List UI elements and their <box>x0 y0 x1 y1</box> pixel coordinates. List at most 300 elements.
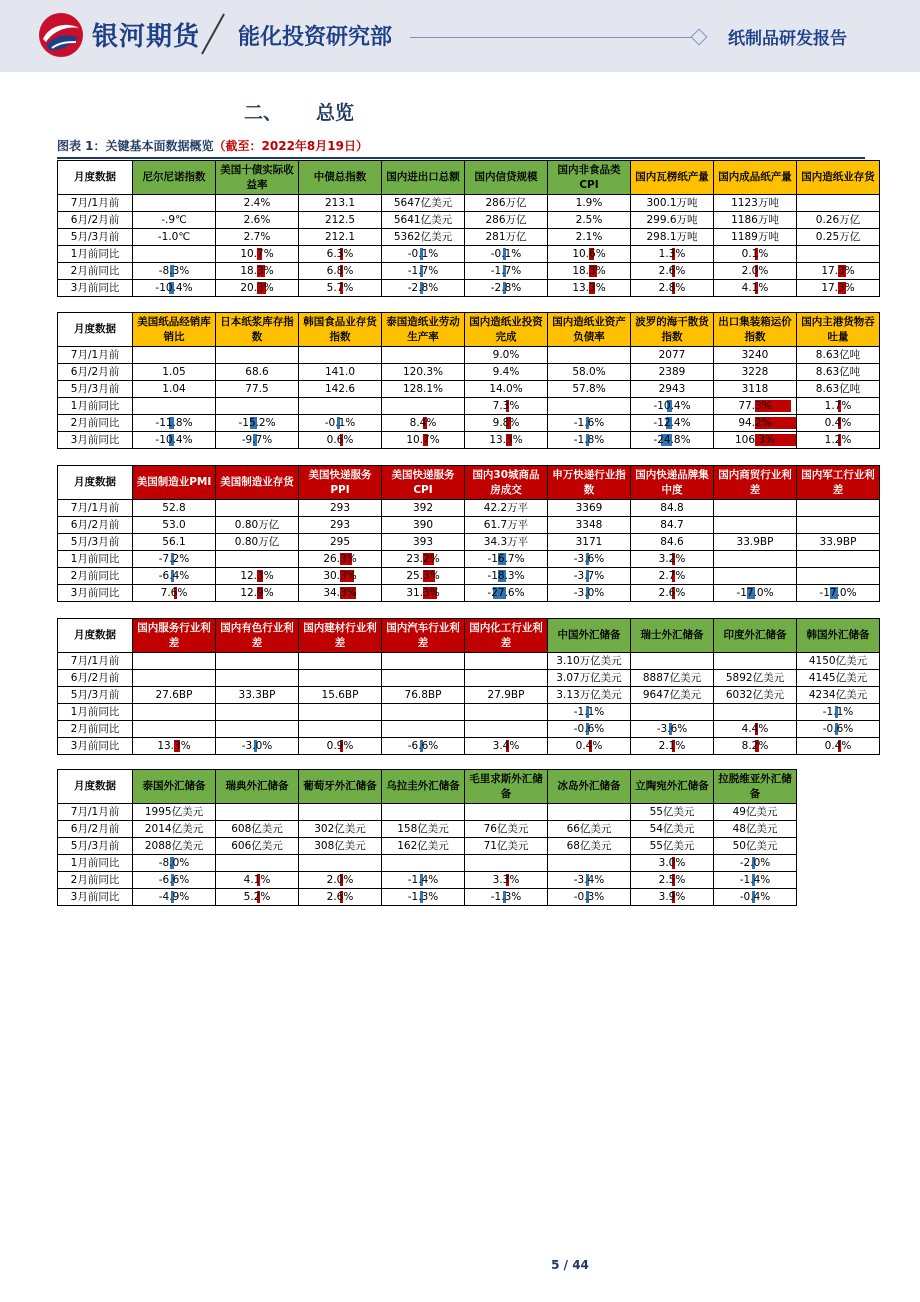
row-label: 5月/3月前 <box>58 229 133 246</box>
cell-value: 390 <box>412 519 434 531</box>
cell-value: 3171 <box>575 536 603 548</box>
cell-value: -27.6% <box>487 587 525 599</box>
column-header: 国内军工行业利差 <box>797 466 880 500</box>
cell-value: 4150亿美元 <box>808 655 868 667</box>
table-cell <box>465 585 548 602</box>
cell-value: 0.25万亿 <box>815 231 861 243</box>
cell-value: 8887亿美元 <box>642 672 702 684</box>
cell-value: 3.9% <box>658 891 686 903</box>
cell-value: 30.3% <box>323 570 357 582</box>
table-cell <box>133 246 216 263</box>
table-cell <box>465 212 548 229</box>
table-cell <box>465 517 548 534</box>
cell-value: -8.3% <box>158 265 190 277</box>
table-cell <box>465 432 548 449</box>
cell-value: 12.9% <box>240 587 274 599</box>
table-cell <box>714 364 797 381</box>
table-row <box>58 381 880 398</box>
table-cell <box>382 381 465 398</box>
table-cell <box>714 838 797 855</box>
table-row <box>58 855 797 872</box>
table-cell <box>797 432 880 449</box>
cell-value: 212.5 <box>324 214 356 226</box>
table-cell <box>299 687 382 704</box>
column-header: 尼尔尼诺指数 <box>133 161 216 195</box>
column-header: 申万快递行业指数 <box>548 466 631 500</box>
table-cell <box>465 653 548 670</box>
table-cell <box>216 364 299 381</box>
table-cell <box>299 551 382 568</box>
table-cell <box>631 212 714 229</box>
cell-value: 3348 <box>575 519 603 531</box>
cell-value: 2.7% <box>658 570 686 582</box>
caption-text: 图表 1：关键基本面数据概览 <box>57 139 214 153</box>
cell-value: -8.0% <box>158 857 190 869</box>
cell-value: 14.0% <box>489 383 523 395</box>
table-row <box>58 263 880 280</box>
table-cell <box>714 821 797 838</box>
column-header: 中国外汇储备 <box>548 619 631 653</box>
row-label: 1月前同比 <box>58 551 133 568</box>
table-cell <box>548 432 631 449</box>
table-cell <box>133 280 216 297</box>
cell-value: -1.7% <box>407 265 439 277</box>
cell-value: -1.3% <box>490 891 522 903</box>
table-cell <box>797 687 880 704</box>
cell-value: 76亿美元 <box>483 823 529 835</box>
column-header: 美国制造业PMI <box>133 466 216 500</box>
header-diamond-icon <box>691 29 708 46</box>
table-cell <box>714 738 797 755</box>
table-cell <box>714 804 797 821</box>
cell-value: 42.2万平 <box>483 502 529 514</box>
cell-value: 1.3% <box>658 248 686 260</box>
cell-value: 0.4% <box>824 417 852 429</box>
cell-value: 8.63亿吨 <box>815 366 861 378</box>
table-cell <box>465 415 548 432</box>
cell-value: 55亿美元 <box>649 840 695 852</box>
cell-value: -0.3% <box>573 891 605 903</box>
row-label: 7月/1月前 <box>58 195 133 212</box>
cell-value: 299.6万吨 <box>646 214 698 226</box>
table-cell <box>382 551 465 568</box>
table-cell <box>797 517 880 534</box>
table-cell <box>382 804 465 821</box>
table-cell <box>133 212 216 229</box>
table-cell <box>465 398 548 415</box>
table-cell <box>797 534 880 551</box>
table-cell <box>133 585 216 602</box>
cell-value: 17.3% <box>821 282 855 294</box>
cell-value: 76.8BP <box>404 689 442 701</box>
column-header: 国内信贷规模 <box>465 161 548 195</box>
table-cell <box>299 585 382 602</box>
table-cell <box>299 889 382 906</box>
cell-value: 84.7 <box>660 519 684 531</box>
table-cell <box>216 398 299 415</box>
cell-value: 300.1万吨 <box>646 197 698 209</box>
table-cell <box>133 653 216 670</box>
cell-value: -1.4% <box>739 874 771 886</box>
cell-value: -17.0% <box>736 587 774 599</box>
table-cell <box>797 381 880 398</box>
table-cell <box>548 804 631 821</box>
table-cell <box>216 517 299 534</box>
cell-value: 18.3% <box>572 265 606 277</box>
table-cell <box>631 821 714 838</box>
cell-value: 1.7% <box>824 400 852 412</box>
cell-value: 10.7% <box>240 248 274 260</box>
table-cell <box>714 517 797 534</box>
table-row <box>58 534 880 551</box>
row-label: 2月前同比 <box>58 721 133 738</box>
table-cell <box>133 534 216 551</box>
table-cell <box>631 364 714 381</box>
table-cell <box>631 263 714 280</box>
cell-value: -6.6% <box>407 740 439 752</box>
table-cell <box>714 687 797 704</box>
cell-value: -1.1% <box>822 706 854 718</box>
table-cell <box>631 687 714 704</box>
cell-value: -0.1% <box>407 248 439 260</box>
page-total: 44 <box>572 1258 589 1272</box>
table-row <box>58 738 880 755</box>
cell-value: 0.26万亿 <box>815 214 861 226</box>
table-cell <box>299 364 382 381</box>
cell-value: -2.8% <box>490 282 522 294</box>
column-header: 国内造纸业存货 <box>797 161 880 195</box>
table-cell <box>216 263 299 280</box>
table-cell <box>714 872 797 889</box>
column-header: 国内化工行业利差 <box>465 619 548 653</box>
cell-value: 2389 <box>658 366 686 378</box>
table-header-row <box>58 619 880 653</box>
table-cell <box>299 347 382 364</box>
table-cell <box>465 280 548 297</box>
table-corner-label: 月度数据 <box>58 466 133 500</box>
table-cell <box>714 534 797 551</box>
galaxy-futures-logo-icon <box>38 12 84 58</box>
table-cell <box>714 551 797 568</box>
cell-value: 4145亿美元 <box>808 672 868 684</box>
table-cell <box>382 585 465 602</box>
table-cell <box>382 704 465 721</box>
table-cell <box>714 500 797 517</box>
table-cell <box>797 670 880 687</box>
data-table-5 <box>57 769 797 906</box>
table-cell <box>465 804 548 821</box>
table-cell <box>631 347 714 364</box>
table-cell <box>133 670 216 687</box>
cell-value: 2.4% <box>243 197 271 209</box>
table-cell <box>465 263 548 280</box>
table-cell <box>714 568 797 585</box>
cell-value: 7.3% <box>492 400 520 412</box>
cell-value: 2.5% <box>575 214 603 226</box>
cell-value: 293 <box>329 519 351 531</box>
table-cell <box>216 670 299 687</box>
cell-value: 281万亿 <box>485 231 527 243</box>
cell-value: 3.07万亿美元 <box>556 672 622 684</box>
column-header: 国内30城商品房成交 <box>465 466 548 500</box>
cell-value: 33.3BP <box>238 689 276 701</box>
page-current: 5 <box>551 1258 560 1272</box>
table-cell <box>133 347 216 364</box>
cell-value: 10.7% <box>406 434 440 446</box>
column-header: 国内快递品牌集中度 <box>631 466 714 500</box>
table-cell <box>465 687 548 704</box>
table-cell <box>465 872 548 889</box>
table-cell <box>714 704 797 721</box>
row-label: 5月/3月前 <box>58 838 133 855</box>
cell-value: 2.6% <box>326 891 354 903</box>
table-cell <box>299 855 382 872</box>
cell-value: 26.3% <box>323 553 357 565</box>
row-label: 5月/3月前 <box>58 687 133 704</box>
cell-value: 1.9% <box>575 197 603 209</box>
table-cell <box>465 704 548 721</box>
cell-value: 295 <box>329 536 351 548</box>
column-header: 国内成品纸产量 <box>714 161 797 195</box>
table-cell <box>548 889 631 906</box>
cell-value: 286万亿 <box>485 197 527 209</box>
cell-value: 3369 <box>575 502 603 514</box>
row-label: 7月/1月前 <box>58 804 133 821</box>
cell-value: 20.3% <box>240 282 274 294</box>
table-cell <box>797 721 880 738</box>
cell-value: -9.7% <box>241 434 273 446</box>
table-cell <box>548 280 631 297</box>
table-cell <box>797 229 880 246</box>
table-cell <box>299 432 382 449</box>
cell-value: 33.9BP <box>819 536 857 548</box>
table-cell <box>299 653 382 670</box>
cell-value: 2014亿美元 <box>144 823 204 835</box>
table-cell <box>548 653 631 670</box>
table-cell <box>797 246 880 263</box>
table-cell <box>216 872 299 889</box>
column-header: 瑞士外汇储备 <box>631 619 714 653</box>
table-cell <box>548 263 631 280</box>
table-cell <box>714 280 797 297</box>
cell-value: 308亿美元 <box>314 840 366 852</box>
table-cell <box>631 534 714 551</box>
table-row <box>58 246 880 263</box>
table-cell <box>465 838 548 855</box>
table-cell <box>548 687 631 704</box>
table-cell <box>382 889 465 906</box>
cell-value: 3.4% <box>492 740 520 752</box>
table-cell <box>216 195 299 212</box>
cell-value: 5362亿美元 <box>393 231 453 243</box>
table-cell <box>465 551 548 568</box>
cell-value: 31.3% <box>406 587 440 599</box>
table-cell <box>382 229 465 246</box>
cell-value: 5.7% <box>326 282 354 294</box>
table-cell <box>548 517 631 534</box>
cell-value: -3.4% <box>573 874 605 886</box>
table-row <box>58 415 880 432</box>
cell-value: -12.4% <box>653 417 691 429</box>
table-cell <box>797 704 880 721</box>
table-cell <box>299 804 382 821</box>
table-cell <box>631 195 714 212</box>
cell-value: 0.80万亿 <box>234 519 280 531</box>
table-cell <box>631 585 714 602</box>
table-cell <box>465 670 548 687</box>
column-header: 美国十债实际收益率 <box>216 161 299 195</box>
row-label: 3月前同比 <box>58 280 133 297</box>
cell-value: 4.1% <box>741 282 769 294</box>
cell-value: 18.3% <box>240 265 274 277</box>
table-cell <box>631 280 714 297</box>
table-cell <box>797 415 880 432</box>
table-cell <box>548 585 631 602</box>
cell-value: -0.4% <box>739 891 771 903</box>
cell-value: 52.8 <box>162 502 186 514</box>
cell-value: 6.3% <box>326 248 354 260</box>
table-cell <box>382 347 465 364</box>
column-header: 葡萄牙外汇储备 <box>299 770 382 804</box>
table-row <box>58 704 880 721</box>
cell-value: -.9℃ <box>161 214 187 226</box>
table-cell <box>216 855 299 872</box>
cell-value: 3.10万亿美元 <box>556 655 622 667</box>
table-cell <box>133 398 216 415</box>
table-cell <box>299 381 382 398</box>
figure-caption <box>57 137 368 154</box>
row-label: 3月前同比 <box>58 432 133 449</box>
table-cell <box>714 381 797 398</box>
column-header: 立陶宛外汇储备 <box>631 770 714 804</box>
table-cell <box>216 585 299 602</box>
cell-value: -1.1% <box>573 706 605 718</box>
table-cell <box>216 246 299 263</box>
table-header-row <box>58 770 797 804</box>
cell-value: 34.3% <box>323 587 357 599</box>
column-header: 印度外汇储备 <box>714 619 797 653</box>
table-cell <box>548 872 631 889</box>
table-cell <box>631 653 714 670</box>
table-cell <box>714 653 797 670</box>
table-cell <box>548 568 631 585</box>
table-row <box>58 889 797 906</box>
cell-value: 1189万吨 <box>731 231 779 243</box>
page-number <box>0 1258 920 1272</box>
cell-value: -1.3% <box>407 891 439 903</box>
cell-value: 142.6 <box>324 383 356 395</box>
table-cell <box>714 347 797 364</box>
table-row <box>58 280 880 297</box>
table-cell <box>216 432 299 449</box>
cell-value: 77.5 <box>245 383 269 395</box>
table-cell <box>465 821 548 838</box>
table-cell <box>133 415 216 432</box>
column-header: 国内进出口总额 <box>382 161 465 195</box>
table-cell <box>133 838 216 855</box>
page-header <box>0 0 920 72</box>
cell-value: -1.4% <box>407 874 439 886</box>
table-cell <box>797 398 880 415</box>
cell-value: 1.05 <box>162 366 186 378</box>
cell-value: -18.3% <box>487 570 525 582</box>
cell-value: 9.0% <box>492 349 520 361</box>
table-cell <box>133 855 216 872</box>
cell-value: 1.04 <box>162 383 186 395</box>
cell-value: -17.0% <box>819 587 857 599</box>
table-cell <box>299 517 382 534</box>
table-cell <box>631 551 714 568</box>
table-row <box>58 670 880 687</box>
table-cell <box>714 889 797 906</box>
cell-value: 608亿美元 <box>231 823 283 835</box>
table-cell <box>548 670 631 687</box>
cell-value: 2.6% <box>658 265 686 277</box>
column-header: 出口集装箱运价指数 <box>714 313 797 347</box>
data-table-3 <box>57 465 880 602</box>
column-header: 国内商贸行业利差 <box>714 466 797 500</box>
cell-value: -1.6% <box>573 417 605 429</box>
cell-value: 58.0% <box>572 366 606 378</box>
table-cell <box>382 195 465 212</box>
table-row <box>58 517 880 534</box>
cell-value: -2.0% <box>739 857 771 869</box>
table-cell <box>299 534 382 551</box>
row-label: 5月/3月前 <box>58 381 133 398</box>
table-cell <box>382 838 465 855</box>
table-cell <box>714 263 797 280</box>
table-cell <box>465 721 548 738</box>
row-label: 6月/2月前 <box>58 212 133 229</box>
cell-value: -15.2% <box>238 417 276 429</box>
table-cell <box>714 398 797 415</box>
table-cell <box>216 804 299 821</box>
table-cell <box>299 704 382 721</box>
column-header: 瑞典外汇储备 <box>216 770 299 804</box>
cell-value: 2.6% <box>243 214 271 226</box>
cell-value: 3.0% <box>658 857 686 869</box>
table-row <box>58 821 797 838</box>
cell-value: 66亿美元 <box>566 823 612 835</box>
table-cell <box>465 738 548 755</box>
cell-value: 298.1万吨 <box>646 231 698 243</box>
cell-value: -10.4% <box>155 434 193 446</box>
cell-value: 9.4% <box>492 366 520 378</box>
row-label: 7月/1月前 <box>58 347 133 364</box>
cell-value: 141.0 <box>324 366 356 378</box>
table-corner-label: 月度数据 <box>58 313 133 347</box>
cell-value: 9647亿美元 <box>642 689 702 701</box>
table-cell <box>133 687 216 704</box>
cell-value: -6.4% <box>158 570 190 582</box>
table-cell <box>299 500 382 517</box>
cell-value: 15.6BP <box>321 689 359 701</box>
cell-value: 71亿美元 <box>483 840 529 852</box>
table-cell <box>548 738 631 755</box>
data-table-4 <box>57 618 880 755</box>
table-cell <box>299 263 382 280</box>
table-cell <box>216 347 299 364</box>
cell-value: 17.3% <box>821 265 855 277</box>
row-label: 5月/3月前 <box>58 534 133 551</box>
row-label: 2月前同比 <box>58 415 133 432</box>
table-cell <box>382 280 465 297</box>
table-cell <box>382 415 465 432</box>
cell-value: -11.8% <box>155 417 193 429</box>
table-cell <box>133 364 216 381</box>
table-cell <box>631 398 714 415</box>
table-cell <box>465 364 548 381</box>
